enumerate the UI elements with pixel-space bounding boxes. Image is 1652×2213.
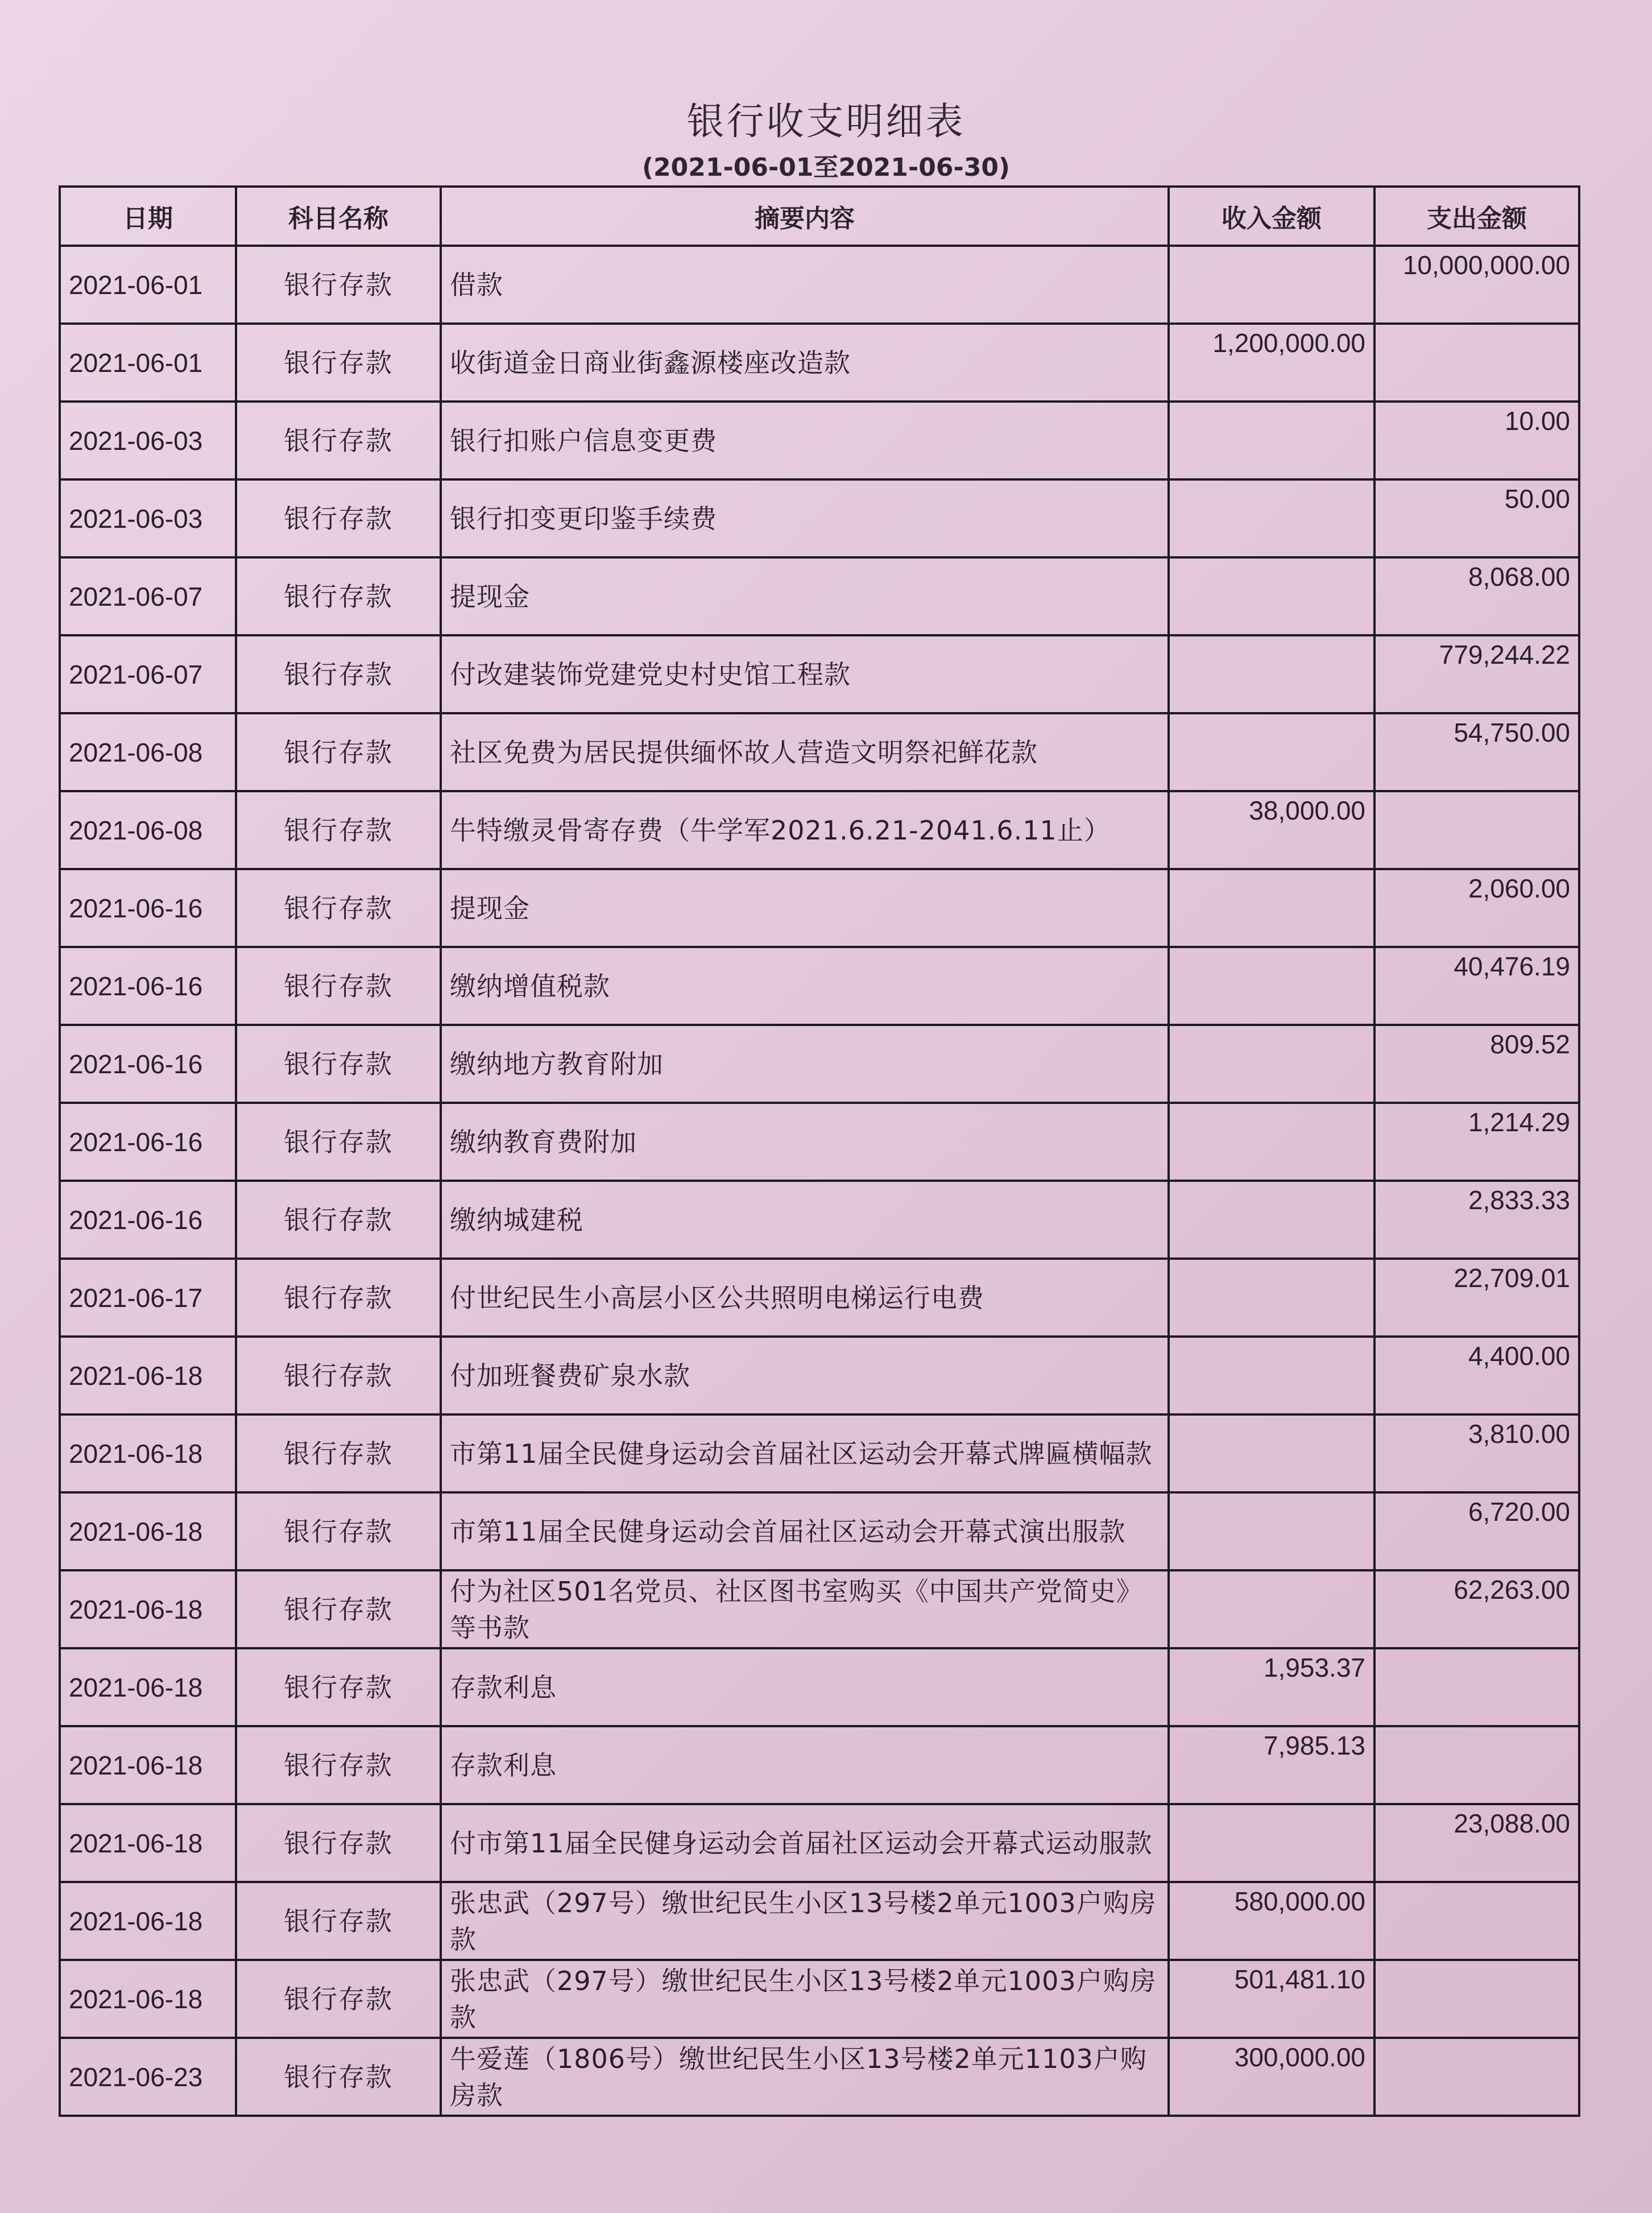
summary-cell: 牛特缴灵骨寄存费（牛学军2021.6.21-2041.6.11止） [441,791,1169,869]
income-cell: 580,000.00 [1169,1882,1374,1960]
summary-cell: 借款 [441,246,1169,324]
table-row [60,402,1579,479]
expense-cell: 1,214.29 [1374,1103,1579,1181]
expense-cell: 22,709.01 [1374,1259,1579,1337]
income-cell: 501,481.10 [1169,1960,1374,2038]
income-cell: 300,000.00 [1169,2038,1374,2116]
expense-cell: 779,244.22 [1374,635,1579,713]
income-cell [1169,1181,1374,1259]
date-cell: 2021-06-18 [60,1726,236,1804]
subject-cell: 银行存款 [236,479,441,557]
table-row [60,1492,1579,1570]
expense-cell [1374,1882,1579,1960]
date-cell: 2021-06-08 [60,791,236,869]
table-row [60,1337,1579,1414]
table-row [60,869,1579,947]
subject-cell: 银行存款 [236,713,441,791]
table-row [60,479,1579,557]
subject-cell: 银行存款 [236,2038,441,2116]
subject-cell: 银行存款 [236,1726,441,1804]
subject-cell: 银行存款 [236,246,441,324]
subject-cell: 银行存款 [236,402,441,479]
date-cell: 2021-06-16 [60,1103,236,1181]
page-title: 银行收支明细表 [686,100,966,143]
expense-cell: 2,833.33 [1374,1181,1579,1259]
income-cell [1169,1025,1374,1103]
expense-cell: 50.00 [1374,479,1579,557]
subject-cell: 银行存款 [236,869,441,947]
table-row [60,1804,1579,1882]
summary-cell: 付加班餐费矿泉水款 [441,1337,1169,1414]
date-cell: 2021-06-18 [60,1960,236,2038]
expense-cell: 3,810.00 [1374,1414,1579,1492]
expense-cell: 2,060.00 [1374,869,1579,947]
subject-cell: 银行存款 [236,1570,441,1648]
table-row [60,1181,1579,1259]
summary-cell: 付市第11届全民健身运动会首届社区运动会开幕式运动服款 [441,1804,1169,1882]
subject-cell: 银行存款 [236,1414,441,1492]
date-cell: 2021-06-18 [60,1804,236,1882]
table-row [60,947,1579,1025]
subject-cell: 银行存款 [236,635,441,713]
date-cell: 2021-06-18 [60,1570,236,1648]
expense-cell [1374,791,1579,869]
income-cell [1169,1414,1374,1492]
subject-cell: 银行存款 [236,1804,441,1882]
date-cell: 2021-06-08 [60,713,236,791]
subject-cell: 银行存款 [236,557,441,635]
date-cell: 2021-06-16 [60,947,236,1025]
summary-cell: 缴纳教育费附加 [441,1103,1169,1181]
summary-cell: 存款利息 [441,1648,1169,1726]
expense-cell: 10.00 [1374,402,1579,479]
subject-cell: 银行存款 [236,947,441,1025]
income-cell [1169,557,1374,635]
table-row [60,791,1579,869]
ledger-table [59,185,1580,2117]
header-subject: 科目名称 [236,187,441,246]
income-cell [1169,1337,1374,1414]
table-row [60,1103,1579,1181]
expense-cell [1374,1726,1579,1804]
income-cell [1169,1103,1374,1181]
summary-cell: 牛爱莲（1806号）缴世纪民生小区13号楼2单元1103户购房款 [441,2038,1169,2116]
expense-cell: 62,263.00 [1374,1570,1579,1648]
income-cell [1169,1570,1374,1648]
expense-cell: 54,750.00 [1374,713,1579,791]
income-cell [1169,402,1374,479]
table-row [60,1025,1579,1103]
subject-cell: 银行存款 [236,324,441,402]
summary-cell: 提现金 [441,869,1169,947]
summary-cell: 市第11届全民健身运动会首届社区运动会开幕式演出服款 [441,1492,1169,1570]
table-row [60,1570,1579,1648]
header-summary: 摘要内容 [441,187,1169,246]
table-row [60,557,1579,635]
table-row [60,1648,1579,1726]
date-cell: 2021-06-03 [60,402,236,479]
summary-cell: 银行扣变更印鉴手续费 [441,479,1169,557]
income-cell [1169,1804,1374,1882]
expense-cell [1374,1960,1579,2038]
date-cell: 2021-06-16 [60,1025,236,1103]
subject-cell: 银行存款 [236,791,441,869]
subject-cell: 银行存款 [236,1648,441,1726]
date-cell: 2021-06-23 [60,2038,236,2116]
expense-cell: 23,088.00 [1374,1804,1579,1882]
table-row [60,246,1579,324]
date-cell: 2021-06-07 [60,557,236,635]
table-row [60,1414,1579,1492]
table-row [60,2038,1579,2116]
summary-cell: 缴纳增值税款 [441,947,1169,1025]
subject-cell: 银行存款 [236,1960,441,2038]
income-cell [1169,713,1374,791]
summary-cell: 付为社区501名党员、社区图书室购买《中国共产党简史》等书款 [441,1570,1169,1648]
subject-cell: 银行存款 [236,1337,441,1414]
summary-cell: 社区免费为居民提供缅怀故人营造文明祭祀鲜花款 [441,713,1169,791]
period-subtitle: (2021-06-01至2021-06-30) [641,153,1011,182]
date-cell: 2021-06-18 [60,1882,236,1960]
income-cell: 1,200,000.00 [1169,324,1374,402]
income-cell [1169,1492,1374,1570]
summary-cell: 付改建装饰党建党史村史馆工程款 [441,635,1169,713]
date-cell: 2021-06-16 [60,869,236,947]
summary-cell: 银行扣账户信息变更费 [441,402,1169,479]
summary-cell: 缴纳城建税 [441,1181,1169,1259]
date-cell: 2021-06-18 [60,1492,236,1570]
header-date: 日期 [60,187,236,246]
table-row [60,324,1579,402]
income-cell [1169,246,1374,324]
subject-cell: 银行存款 [236,1025,441,1103]
date-cell: 2021-06-18 [60,1414,236,1492]
date-cell: 2021-06-07 [60,635,236,713]
summary-cell: 张忠武（297号）缴世纪民生小区13号楼2单元1003户购房款 [441,1882,1169,1960]
table-row [60,1960,1579,2038]
expense-cell: 8,068.00 [1374,557,1579,635]
table-row [60,635,1579,713]
summary-cell: 提现金 [441,557,1169,635]
table-row [60,1882,1579,1960]
income-cell: 7,985.13 [1169,1726,1374,1804]
date-cell: 2021-06-18 [60,1648,236,1726]
subject-cell: 银行存款 [236,1882,441,1960]
summary-cell: 付世纪民生小高层小区公共照明电梯运行电费 [441,1259,1169,1337]
table-row [60,1259,1579,1337]
income-cell [1169,1259,1374,1337]
expense-cell: 4,400.00 [1374,1337,1579,1414]
summary-cell: 张忠武（297号）缴世纪民生小区13号楼2单元1003户购房款 [441,1960,1169,2038]
summary-cell: 市第11届全民健身运动会首届社区运动会开幕式牌匾横幅款 [441,1414,1169,1492]
income-cell: 1,953.37 [1169,1648,1374,1726]
date-cell: 2021-06-18 [60,1337,236,1414]
header-row [60,187,1579,246]
date-cell: 2021-06-16 [60,1181,236,1259]
header-income: 收入金额 [1169,187,1374,246]
income-cell: 38,000.00 [1169,791,1374,869]
income-cell [1169,479,1374,557]
expense-cell: 10,000,000.00 [1374,246,1579,324]
income-cell [1169,947,1374,1025]
expense-cell [1374,324,1579,402]
expense-cell [1374,2038,1579,2116]
summary-cell: 收街道金日商业街鑫源楼座改造款 [441,324,1169,402]
header-expense: 支出金额 [1374,187,1579,246]
income-cell [1169,635,1374,713]
date-cell: 2021-06-01 [60,246,236,324]
subject-cell: 银行存款 [236,1103,441,1181]
expense-cell: 6,720.00 [1374,1492,1579,1570]
subject-cell: 银行存款 [236,1181,441,1259]
subject-cell: 银行存款 [236,1492,441,1570]
expense-cell: 809.52 [1374,1025,1579,1103]
date-cell: 2021-06-17 [60,1259,236,1337]
ledger-body [60,246,1579,2116]
subject-cell: 银行存款 [236,1259,441,1337]
summary-cell: 存款利息 [441,1726,1169,1804]
income-cell [1169,869,1374,947]
summary-cell: 缴纳地方教育附加 [441,1025,1169,1103]
table-row [60,1726,1579,1804]
expense-cell: 40,476.19 [1374,947,1579,1025]
table-row [60,713,1579,791]
date-cell: 2021-06-03 [60,479,236,557]
expense-cell [1374,1648,1579,1726]
date-cell: 2021-06-01 [60,324,236,402]
